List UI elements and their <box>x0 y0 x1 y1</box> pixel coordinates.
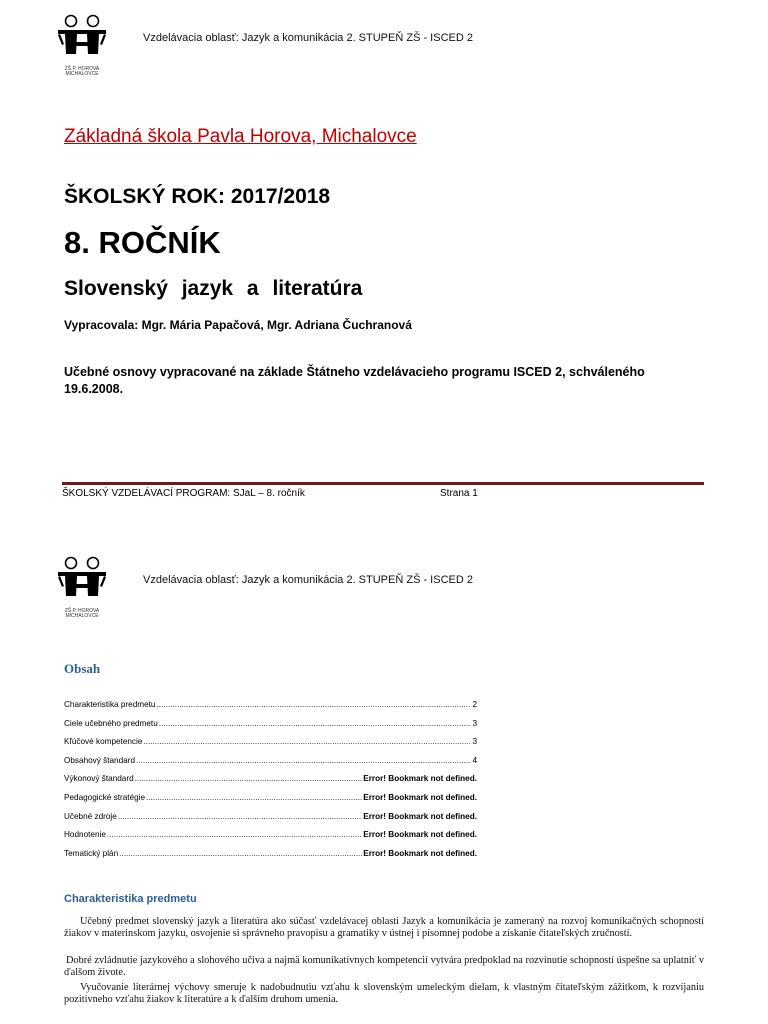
toc-item-page: Error! Bookmark not defined. <box>363 774 477 784</box>
curriculum-note: Učebné osnovy vypracované na základe Štátneho vzdelávacieho programu ISCED 2, schváleného 19.6.2008. <box>64 365 645 396</box>
school-logo <box>56 556 112 619</box>
toc-item[interactable] <box>64 719 477 738</box>
table-of-contents <box>64 700 477 867</box>
toc-item-label: Kľúčové kompetencie <box>64 737 143 747</box>
toc-item[interactable] <box>64 700 477 719</box>
toc-item-label: Učebné zdroje <box>64 811 117 821</box>
toc-item-page: Error! Bookmark not defined. <box>363 792 477 802</box>
school-name: Základná škola Pavla Horova, Michalovce <box>64 126 417 147</box>
grade-title: 8. ROČNÍK <box>64 225 221 260</box>
toc-item-label: Ciele učebného predmetu <box>64 718 158 728</box>
toc-item-label: Výkonový štandard <box>64 774 134 784</box>
toc-item-page: 3 <box>472 737 477 747</box>
toc-item[interactable] <box>64 812 477 831</box>
toc-item[interactable] <box>64 849 477 868</box>
toc-item-page: Error! Bookmark not defined. <box>363 848 477 858</box>
footer-page-number: Strana 1 <box>440 488 478 499</box>
toc-item-label: Obsahový štandard <box>64 755 136 765</box>
authors: Vypracovala: Mgr. Mária Papačová, Mgr. Adriana Čuchranová <box>64 318 412 332</box>
footer-divider <box>62 482 704 485</box>
paragraph: Učebný predmet slovenský jazyk a literatúra ako súčasť vzdelávacej oblasti Jazyk a komunikácia je zameraný na rozvoj komunikačných schopností žiakov v materinskom jazyku, osvojenie si správneho pravopisu a gramatiky v ústnej i písomnej podobe a získanie čitateľských zručností. <box>64 916 704 939</box>
section-heading: Charakteristika predmetu <box>64 893 197 905</box>
school-logo-icon <box>56 14 108 62</box>
school-logo <box>56 14 112 77</box>
paragraph: Dobré zvládnutie jazykového a slohového učiva a najmä komunikatívnych kompetencií vytvára predpoklad na rozvinutie schopností úspešne sa uplatniť v ďalšom živote. <box>64 955 704 978</box>
header-text: Vzdelávacia oblasť: Jazyk a komunikácia 2. STUPEŇ ZŠ - ISCED 2 <box>143 574 473 586</box>
toc-item-page: Error! Bookmark not defined. <box>363 830 477 840</box>
paragraph: Vyučovanie literárnej výchovy smeruje k nadobudnutiu vzťahu k slovenským umeleckým dielam, k vlastným čitateľským zážitkom, k rozvíjaniu pozitívneho vzťahu žiakov k literatúre a k ďalším druhom umenia. <box>64 982 704 1005</box>
toc-item[interactable] <box>64 756 477 775</box>
toc-item[interactable] <box>64 774 477 793</box>
toc-item[interactable] <box>64 793 477 812</box>
logo-caption: ZŠ P. HOROVA MICHALOVCE <box>64 608 100 619</box>
school-year: ŠKOLSKÝ ROK: 2017/2018 <box>64 185 331 208</box>
header-text: Vzdelávacia oblasť: Jazyk a komunikácia 2. STUPEŇ ZŠ - ISCED 2 <box>143 32 473 44</box>
toc-item-label: Hodnotenie <box>64 830 106 840</box>
footer-left: ŠKOLSKÝ VZDELÁVACÍ PROGRAM: SJaL – 8. ročník <box>62 488 305 499</box>
toc-item[interactable] <box>64 830 477 849</box>
toc-title: Obsah <box>64 661 101 676</box>
toc-item-page: 4 <box>472 755 477 765</box>
school-logo-icon <box>56 556 108 604</box>
toc-item[interactable] <box>64 737 477 756</box>
toc-item-label: Tematický plán <box>64 848 119 858</box>
toc-item-label: Pedagogické stratégie <box>64 792 146 802</box>
toc-item-page: Error! Bookmark not defined. <box>363 811 477 821</box>
toc-item-label: Charakteristika predmetu <box>64 700 156 709</box>
logo-caption: ZŠ P. HOROVA MICHALOVCE <box>64 66 100 77</box>
toc-item-page: 2 <box>472 700 477 709</box>
toc-item-page: 3 <box>472 718 477 728</box>
subject-title: Slovenský jazyk a literatúra <box>64 277 363 300</box>
